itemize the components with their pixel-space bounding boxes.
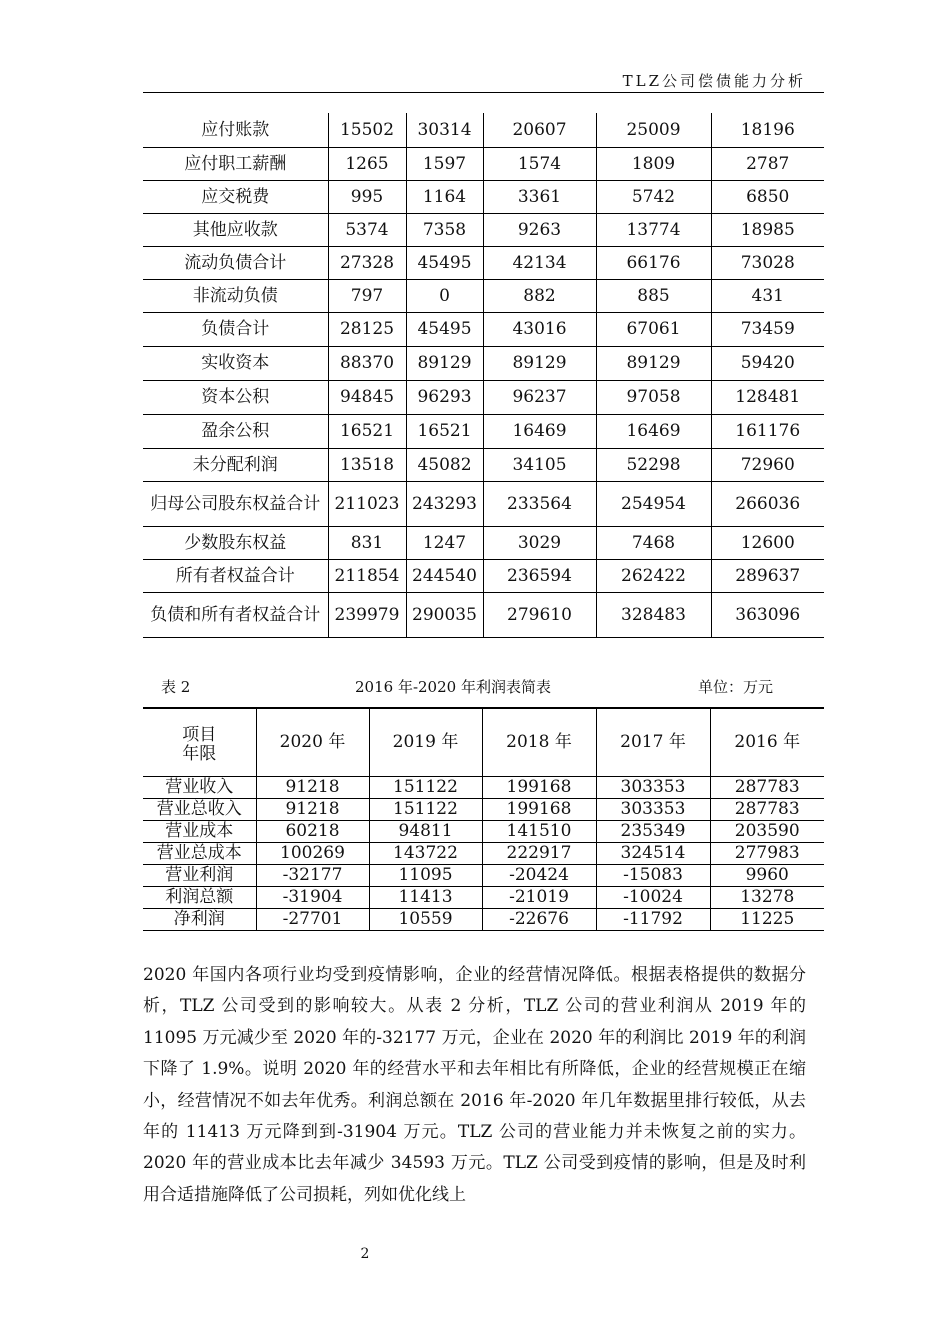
table-cell: -31904 bbox=[256, 886, 369, 908]
table-cell: 52298 bbox=[596, 448, 711, 481]
table-row bbox=[143, 279, 824, 312]
table-cell: 88370 bbox=[328, 346, 406, 380]
table-cell: 67061 bbox=[596, 312, 711, 346]
table-cell: 262422 bbox=[596, 559, 711, 592]
table-cell: 16521 bbox=[406, 414, 483, 448]
table-cell: 18985 bbox=[711, 213, 824, 246]
table-cell: 60218 bbox=[256, 820, 369, 842]
table-cell: 203590 bbox=[710, 820, 824, 842]
table-cell: 20607 bbox=[483, 113, 596, 147]
balance-sheet-body bbox=[143, 113, 824, 637]
table-cell: -15083 bbox=[596, 864, 710, 886]
page-number: 2 bbox=[360, 1246, 370, 1262]
row-label: 所有者权益合计 bbox=[143, 559, 328, 592]
table-row bbox=[143, 776, 824, 798]
row-label: 负债和所有者权益合计 bbox=[143, 592, 328, 637]
table-cell: 363096 bbox=[711, 592, 824, 637]
table-cell: 11095 bbox=[369, 864, 482, 886]
table-cell: 6850 bbox=[711, 180, 824, 213]
table-row bbox=[143, 559, 824, 592]
table-cell: 199168 bbox=[482, 776, 596, 798]
table-cell: 1164 bbox=[406, 180, 483, 213]
row-label: 营业总成本 bbox=[143, 842, 256, 864]
balance-sheet-table bbox=[143, 113, 824, 638]
table-row bbox=[143, 798, 824, 820]
year-header: 2016 年 bbox=[710, 708, 824, 776]
table-cell: 28125 bbox=[328, 312, 406, 346]
row-label: 负债合计 bbox=[143, 312, 328, 346]
table-cell: 42134 bbox=[483, 246, 596, 279]
row-label: 营业总收入 bbox=[143, 798, 256, 820]
table-cell: 254954 bbox=[596, 481, 711, 526]
table-cell: 45082 bbox=[406, 448, 483, 481]
table-cell: 222917 bbox=[482, 842, 596, 864]
table-cell: 9960 bbox=[710, 864, 824, 886]
table-cell: -32177 bbox=[256, 864, 369, 886]
table-cell: 97058 bbox=[596, 380, 711, 414]
year-header: 2018 年 bbox=[482, 708, 596, 776]
table-cell: 324514 bbox=[596, 842, 710, 864]
table2-header-row bbox=[143, 708, 824, 776]
table-cell: 5374 bbox=[328, 213, 406, 246]
table-cell: 239979 bbox=[328, 592, 406, 637]
table-cell: 211854 bbox=[328, 559, 406, 592]
table-cell: 7468 bbox=[596, 526, 711, 559]
table2-number: 表 2 bbox=[161, 678, 191, 696]
table-row bbox=[143, 526, 824, 559]
table-cell: 303353 bbox=[596, 776, 710, 798]
table-cell: 797 bbox=[328, 279, 406, 312]
table-cell: 151122 bbox=[369, 776, 482, 798]
table-cell: 3029 bbox=[483, 526, 596, 559]
table-cell: 151122 bbox=[369, 798, 482, 820]
table-cell: 13774 bbox=[596, 213, 711, 246]
row-label: 其他应收款 bbox=[143, 213, 328, 246]
table-cell: 10559 bbox=[369, 908, 482, 930]
table-cell: 89129 bbox=[406, 346, 483, 380]
table-cell: -10024 bbox=[596, 886, 710, 908]
table-cell: 34105 bbox=[483, 448, 596, 481]
table-cell: 45495 bbox=[406, 312, 483, 346]
table-cell: 16469 bbox=[596, 414, 711, 448]
table-cell: 5742 bbox=[596, 180, 711, 213]
table-cell: 59420 bbox=[711, 346, 824, 380]
table-cell: 9263 bbox=[483, 213, 596, 246]
table-cell: 128481 bbox=[711, 380, 824, 414]
table-row bbox=[143, 213, 824, 246]
table-cell: 91218 bbox=[256, 776, 369, 798]
table2-title: 2016 年-2020 年利润表简表 bbox=[355, 678, 551, 696]
table-cell: 72960 bbox=[711, 448, 824, 481]
table-cell: -20424 bbox=[482, 864, 596, 886]
table-cell: 100269 bbox=[256, 842, 369, 864]
table-row bbox=[143, 886, 824, 908]
table-cell: 277983 bbox=[710, 842, 824, 864]
table-cell: 143722 bbox=[369, 842, 482, 864]
analysis-paragraph: 2020 年国内各项行业均受到疫情影响，企业的经营情况降低。根据表格提供的数据分析，TLZ 公司受到的影响较大。从表 2 分析，TLZ 公司的营业利润从 2019 年的 11095 万元减少至 2020 年的-32177 万元，企业在 2020 年的利润比 2019 年的利润下降了 1.9%。说明 2020 年的经营水平和去年相比有所降低，企业的经营规模正在缩小，经营情况不如去年优秀。利润总额在 2016 年-2020 年几年数据里排行较低，从去年的 11413 万元降到到-31904 万元。TLZ 公司的营业能力并未恢复之前的实力。2020 年的营业成本比去年减少 34593 万元。TLZ 公司受到疫情的影响，但是及时利用合适措施降低了公司损耗，列如优化线上 bbox=[143, 965, 806, 1205]
table-cell: 233564 bbox=[483, 481, 596, 526]
table-cell: 287783 bbox=[710, 776, 824, 798]
table-cell: 16521 bbox=[328, 414, 406, 448]
year-header: 2017 年 bbox=[596, 708, 710, 776]
table-cell: 3361 bbox=[483, 180, 596, 213]
table-row bbox=[143, 113, 824, 147]
table-cell: 287783 bbox=[710, 798, 824, 820]
table-cell: 236594 bbox=[483, 559, 596, 592]
table-cell: 290035 bbox=[406, 592, 483, 637]
row-label: 非流动负债 bbox=[143, 279, 328, 312]
table-cell: 2787 bbox=[711, 147, 824, 180]
table-cell: 7358 bbox=[406, 213, 483, 246]
row-label: 营业成本 bbox=[143, 820, 256, 842]
table-cell: 161176 bbox=[711, 414, 824, 448]
table-cell: 89129 bbox=[596, 346, 711, 380]
row-label: 净利润 bbox=[143, 908, 256, 930]
income-statement-table bbox=[143, 707, 824, 931]
table-cell: 30314 bbox=[406, 113, 483, 147]
item-label: 项目 bbox=[182, 725, 217, 746]
table-cell: 141510 bbox=[482, 820, 596, 842]
table-cell: 13278 bbox=[710, 886, 824, 908]
table-row bbox=[143, 346, 824, 380]
table-row bbox=[143, 842, 824, 864]
table-cell: 431 bbox=[711, 279, 824, 312]
header-rule bbox=[143, 92, 824, 93]
table-cell: -27701 bbox=[256, 908, 369, 930]
table-cell: 96293 bbox=[406, 380, 483, 414]
table-cell: 211023 bbox=[328, 481, 406, 526]
table-cell: 1574 bbox=[483, 147, 596, 180]
table-cell: 96237 bbox=[483, 380, 596, 414]
row-label: 资本公积 bbox=[143, 380, 328, 414]
row-label: 利润总额 bbox=[143, 886, 256, 908]
table-cell: -22676 bbox=[482, 908, 596, 930]
table-cell: 289637 bbox=[711, 559, 824, 592]
table-cell: 1265 bbox=[328, 147, 406, 180]
table-cell: 831 bbox=[328, 526, 406, 559]
table-cell: 885 bbox=[596, 279, 711, 312]
table-cell: 1247 bbox=[406, 526, 483, 559]
table-row bbox=[143, 908, 824, 930]
table-cell: 91218 bbox=[256, 798, 369, 820]
table-cell: 0 bbox=[406, 279, 483, 312]
table-cell: 243293 bbox=[406, 481, 483, 526]
table-cell: 12600 bbox=[711, 526, 824, 559]
table-row bbox=[143, 820, 824, 842]
table-cell: 244540 bbox=[406, 559, 483, 592]
year-label: 年限 bbox=[182, 744, 217, 765]
table-cell: 89129 bbox=[483, 346, 596, 380]
table-row bbox=[143, 312, 824, 346]
row-label: 盈余公积 bbox=[143, 414, 328, 448]
table-row bbox=[143, 147, 824, 180]
table-cell: 45495 bbox=[406, 246, 483, 279]
table-cell: 995 bbox=[328, 180, 406, 213]
table-cell: 94845 bbox=[328, 380, 406, 414]
table-cell: 73459 bbox=[711, 312, 824, 346]
table-cell: 199168 bbox=[482, 798, 596, 820]
year-header: 2020 年 bbox=[256, 708, 369, 776]
table-cell: 94811 bbox=[369, 820, 482, 842]
table-row bbox=[143, 380, 824, 414]
table-cell: 235349 bbox=[596, 820, 710, 842]
row-label: 实收资本 bbox=[143, 346, 328, 380]
table-cell: 18196 bbox=[711, 113, 824, 147]
table-cell: 27328 bbox=[328, 246, 406, 279]
income-statement-body bbox=[143, 776, 824, 930]
table-cell: 11225 bbox=[710, 908, 824, 930]
row-label: 营业收入 bbox=[143, 776, 256, 798]
running-header: TLZ公司偿债能力分析 bbox=[622, 72, 806, 90]
table2-unit: 单位：万元 bbox=[698, 678, 774, 696]
table-cell: 66176 bbox=[596, 246, 711, 279]
row-label: 未分配利润 bbox=[143, 448, 328, 481]
row-label: 流动负债合计 bbox=[143, 246, 328, 279]
row-label: 应付职工薪酬 bbox=[143, 147, 328, 180]
table-cell: 43016 bbox=[483, 312, 596, 346]
table-cell: 16469 bbox=[483, 414, 596, 448]
row-label: 归母公司股东权益合计 bbox=[143, 481, 328, 526]
table-cell: -21019 bbox=[482, 886, 596, 908]
table-cell: 279610 bbox=[483, 592, 596, 637]
table-cell: 266036 bbox=[711, 481, 824, 526]
year-header: 2019 年 bbox=[369, 708, 482, 776]
row-label: 少数股东权益 bbox=[143, 526, 328, 559]
table-row bbox=[143, 246, 824, 279]
table-cell: 1809 bbox=[596, 147, 711, 180]
table-cell: 303353 bbox=[596, 798, 710, 820]
table-cell: 73028 bbox=[711, 246, 824, 279]
table-cell: 328483 bbox=[596, 592, 711, 637]
table-row bbox=[143, 180, 824, 213]
table-cell: 15502 bbox=[328, 113, 406, 147]
table-row bbox=[143, 481, 824, 526]
table-cell: 882 bbox=[483, 279, 596, 312]
row-label: 应交税费 bbox=[143, 180, 328, 213]
table-cell: 11413 bbox=[369, 886, 482, 908]
table-cell: 1597 bbox=[406, 147, 483, 180]
table-row bbox=[143, 864, 824, 886]
table2-item-header bbox=[143, 708, 256, 776]
table-row bbox=[143, 592, 824, 637]
table-cell: 13518 bbox=[328, 448, 406, 481]
table-row bbox=[143, 414, 824, 448]
table-row bbox=[143, 448, 824, 481]
row-label: 营业利润 bbox=[143, 864, 256, 886]
table-cell: -11792 bbox=[596, 908, 710, 930]
table-cell: 25009 bbox=[596, 113, 711, 147]
row-label: 应付账款 bbox=[143, 113, 328, 147]
